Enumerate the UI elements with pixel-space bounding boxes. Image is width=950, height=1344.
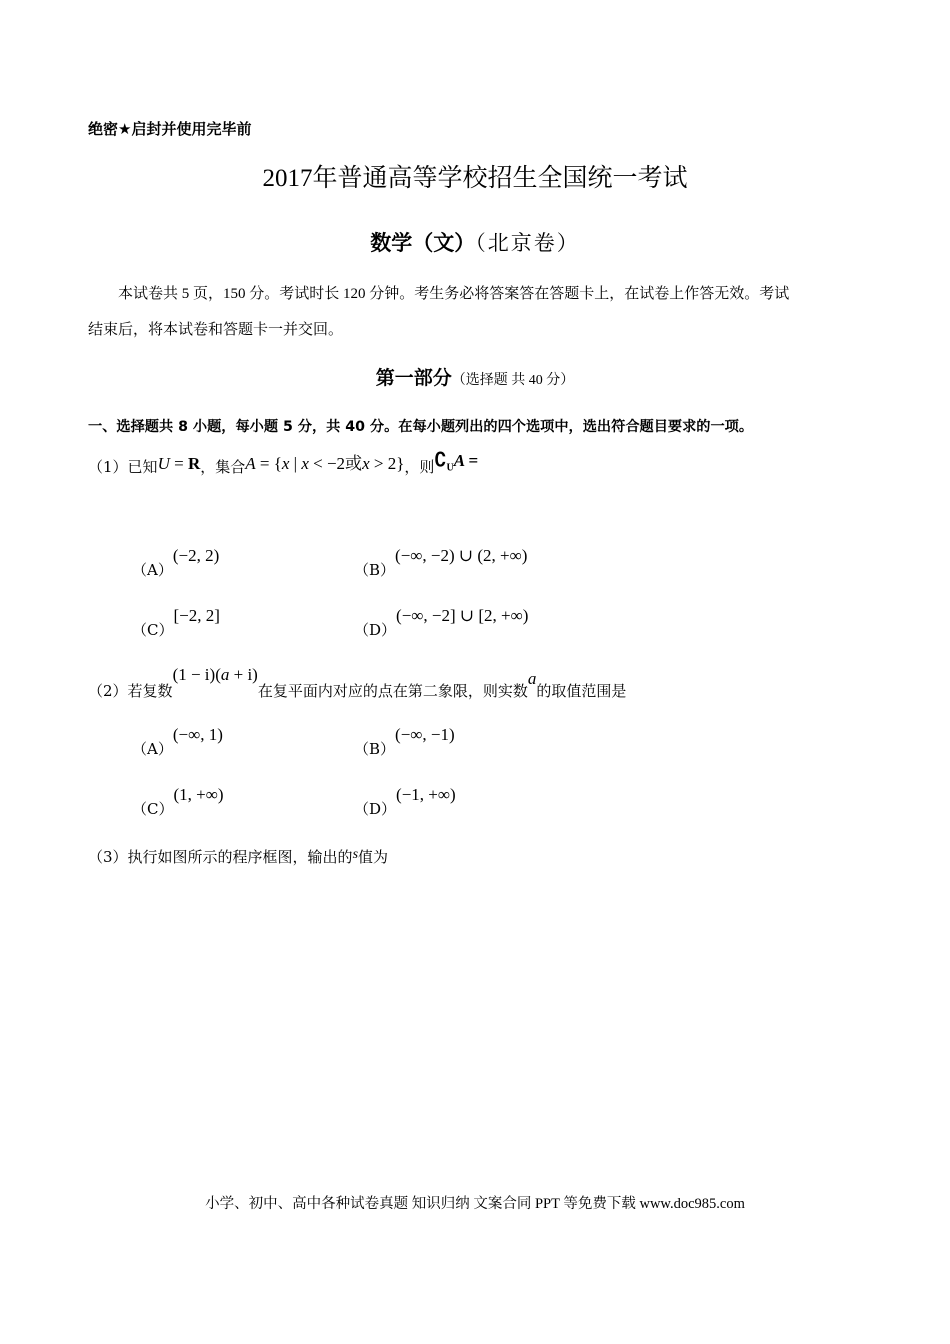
q1-option-b[interactable]: （B）(−∞, −2) ∪ (2, +∞) [354,546,528,579]
option-value: (−∞, −2) ∪ (2, +∞) [395,546,528,565]
question-text: 已知 [127,458,158,476]
part-one-note: （选择题 共 40 分） [451,373,575,388]
question-text: ，集合 [200,458,246,476]
q1-option-a[interactable]: （A）(−2, 2) [132,546,220,579]
question-1 [88,452,478,479]
intro-line-2: 结束后，将本试卷和答题卡一并交回。 [88,322,344,338]
question-text: 执行如图所示的程序框图，输出的 [127,848,353,866]
section-one-heading: 一、选择题共 8 小题，每小题 5 分，共 40 分。在每小题列出的四个选项中，选出符合题目要求的一项。 [88,419,754,435]
complex-expr: (1 − i)(a + i) [172,665,258,684]
q1-option-c[interactable]: （C）[−2, 2] [132,606,220,639]
question-2 [88,664,627,700]
secrecy-mark: 绝密★启封并使用完毕前 [88,120,252,138]
paper-label: （北京卷） [475,231,580,255]
q2-option-a[interactable]: （A）(−∞, 1) [132,725,223,758]
part-one-title: 第一部分 [375,367,452,389]
q2-option-b[interactable]: （B）(−∞, −1) [354,725,455,758]
subject-label: 数学（文） [370,231,476,255]
option-value: (−∞, −1) [395,725,455,744]
q1-option-d[interactable]: （D）(−∞, −2] ∪ [2, +∞) [354,606,529,639]
question-text: 若复数 [127,682,173,700]
option-value: (1, +∞) [173,785,224,804]
option-value: (−∞, 1) [172,725,223,744]
option-value: (−2, 2) [172,546,220,565]
complement-expr: $∁_UA$ = [434,450,479,474]
question-3 [88,846,388,867]
question-text: ，则 [404,458,435,476]
q2-option-c[interactable]: （C）(1, +∞) [132,785,224,818]
question-text: 在复平面内对应的点在第二象限，则实数 [257,682,528,700]
option-value: [−2, 2] [173,606,220,625]
question-text: 的取值范围是 [536,682,627,700]
part-one-heading [0,363,950,390]
set-a-expr: A = {x | x < −2或x > 2} [245,454,405,473]
question-text: 值为 [358,848,389,866]
option-value: (−1, +∞) [396,785,456,804]
intro-line-1: 本试卷共 5 页，150 分。考试时长 120 分钟。考生务必将答案答在答题卡上，在试卷上作答无效。考试 [118,286,790,302]
option-value: (−∞, −2] ∪ [2, +∞) [396,606,529,625]
question-number: （2） [88,682,128,700]
footer-text: 小学、初中、高中各种试卷真题 知识归纳 文案合同 PPT 等免费下载 www.doc985.com [205,1196,745,1212]
exam-title: 2017年普通高等学校招生全国统一考试 [262,165,688,192]
variable-s: s [352,847,359,862]
question-number: （3） [88,848,128,866]
exam-subtitle [0,227,950,257]
question-number: （1） [88,458,128,476]
q2-option-d[interactable]: （D）(−1, +∞) [354,785,456,818]
variable-a: a [527,669,537,688]
universal-set-expr: U = R [157,454,201,473]
